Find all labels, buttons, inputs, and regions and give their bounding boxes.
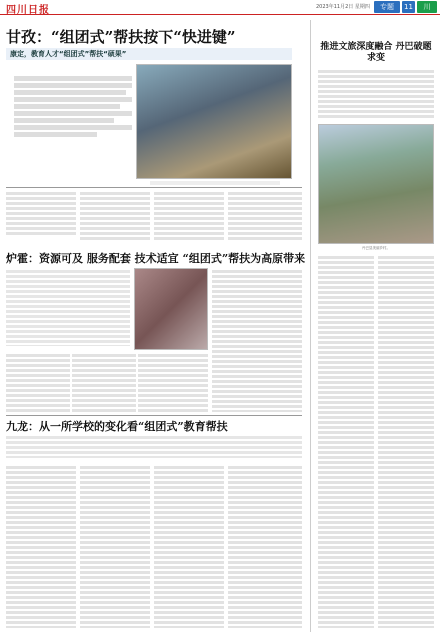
- section-2-col-d: [138, 352, 208, 414]
- page-number-badge: 11: [402, 1, 415, 13]
- column-divider: [310, 20, 311, 632]
- sidebar-col-1: [318, 254, 374, 630]
- section-1-col-4: [228, 190, 302, 246]
- section-2-intro: [6, 268, 130, 348]
- section-1-col-2: [80, 190, 150, 246]
- section-2-col-a: [212, 268, 302, 414]
- newspaper-logo: 四川日报: [6, 5, 50, 16]
- section-2-title: 炉霍：资源可及 服务配套 技术适宜 “组团式”帮扶为高原带来: [6, 252, 306, 265]
- region-badge: 川: [417, 1, 437, 13]
- section-1-col-3: [154, 190, 224, 246]
- divider: [6, 415, 302, 416]
- section-3-col-3: [154, 464, 224, 630]
- section-1-title: 康定，教育人才“组团式”帮扶“硕果”: [6, 48, 292, 60]
- section-2-col-b: [6, 352, 70, 414]
- masthead: [0, 0, 440, 15]
- dateline: 2023年11月2日 星期四: [316, 4, 370, 10]
- sidebar-photo: [318, 124, 434, 244]
- section-1-col-1: [6, 190, 76, 246]
- sidebar-intro: [318, 68, 434, 120]
- section-3-title: 九龙：从一所学校的变化看“组团式”教育帮扶: [6, 420, 228, 433]
- section-badge: 专题: [374, 1, 400, 13]
- section-1-photo-caption-placeholder: [150, 181, 280, 185]
- sidebar-col-2: [378, 254, 434, 630]
- section-1-photo: [136, 64, 292, 179]
- main-headline: 甘孜：“组团式”帮扶按下“快进键”: [6, 28, 236, 46]
- divider: [6, 187, 302, 188]
- section-3-col-2: [80, 464, 150, 630]
- section-3-col-1: [6, 464, 76, 630]
- section-2-col-c: [72, 352, 136, 414]
- sidebar-headline: 推进文旅深度融合 丹巴破题求变: [320, 42, 432, 63]
- sidebar-photo-caption: 丹巴县美丽乡村。: [362, 246, 390, 250]
- section-1-intro-placeholder: [14, 76, 132, 139]
- section-3-col-4: [228, 464, 302, 630]
- section-2-photo: [134, 268, 208, 350]
- section-3-intro: [6, 434, 302, 460]
